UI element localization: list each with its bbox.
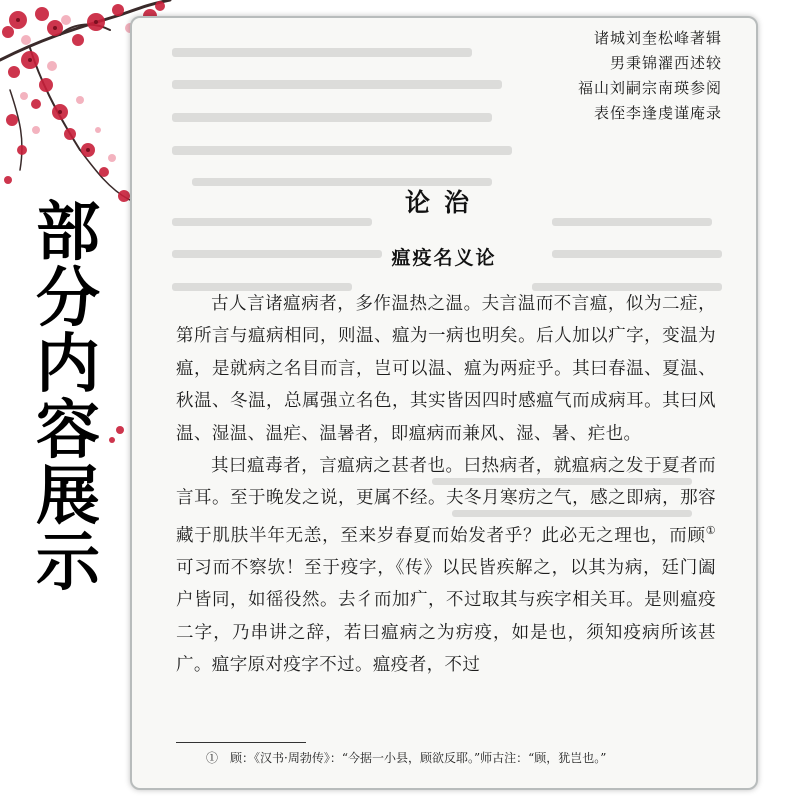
article-body [176,288,716,682]
side-title-char: 分 [36,262,100,336]
credit-line: 表侄李逢虔谨庵录 [593,104,722,122]
paragraph [176,288,716,450]
side-title-char: 内 [36,328,100,402]
side-title-char: 示 [36,526,100,600]
side-title-char: 部 [36,196,100,270]
credit-line: 福山刘嗣宗南瑛参阅 [577,79,722,97]
footnote: ① 顾：《汉书·周勃传》：“今据一小县，顾欲反耶。”师古注：“顾，犹岂也。” [206,751,607,765]
credit-line: 诸城刘奎松峰著辑 [593,29,722,47]
paragraph-text: 古人言诸瘟病者，多作温热之温。夫言温而不言瘟，似为二症，第所言与瘟病相同，则温、瘟为一病也明矣。后人加以疒字，变温为瘟，是就病之名目而言，岂可以温、瘟为两症乎。其曰春温、夏温、秋温、冬温，总属强立名色，其实皆因四时感瘟气而成病耳。其曰风温、湿温、温疟、温暑者，即瘟病而兼风、湿、暑、疟也。 [176,294,716,444]
paragraph-text: 其曰瘟毒者，言瘟病之甚者也。曰热病者，就瘟病之发于夏者而言耳。至于晚发之说，更属不经。夫冬月寒疠之气，感之即病，那容藏于肌肤半年无恙，至来岁春夏而始发者乎？此必无之理也，而顾 [176,456,716,546]
article-title: 瘟疫名义论 [391,247,497,269]
footnote-divider [176,742,306,743]
credits-block [578,26,722,126]
side-title-char: 容 [36,394,100,468]
book-page [130,16,758,790]
paragraph [176,450,716,682]
credit-line: 男秉锦濯西述较 [609,54,722,72]
side-title-char: 展 [36,460,100,534]
section-title: 论治 [404,188,483,217]
footnote-marker: ① [705,523,716,537]
paragraph-text: 可习而不察欤！至于疫字，《传》以民皆疾解之，以其为病，廷门阖户皆同，如徭役然。去彳而加疒，不过取其与疾字相关耳。是则瘟疫二字，乃串讲之辞，若曰瘟病之为疠疫，如是也，须知疫病所该甚广。瘟字原对疫字不过。瘟疫者，不过 [176,558,716,676]
side-title [28,196,108,600]
